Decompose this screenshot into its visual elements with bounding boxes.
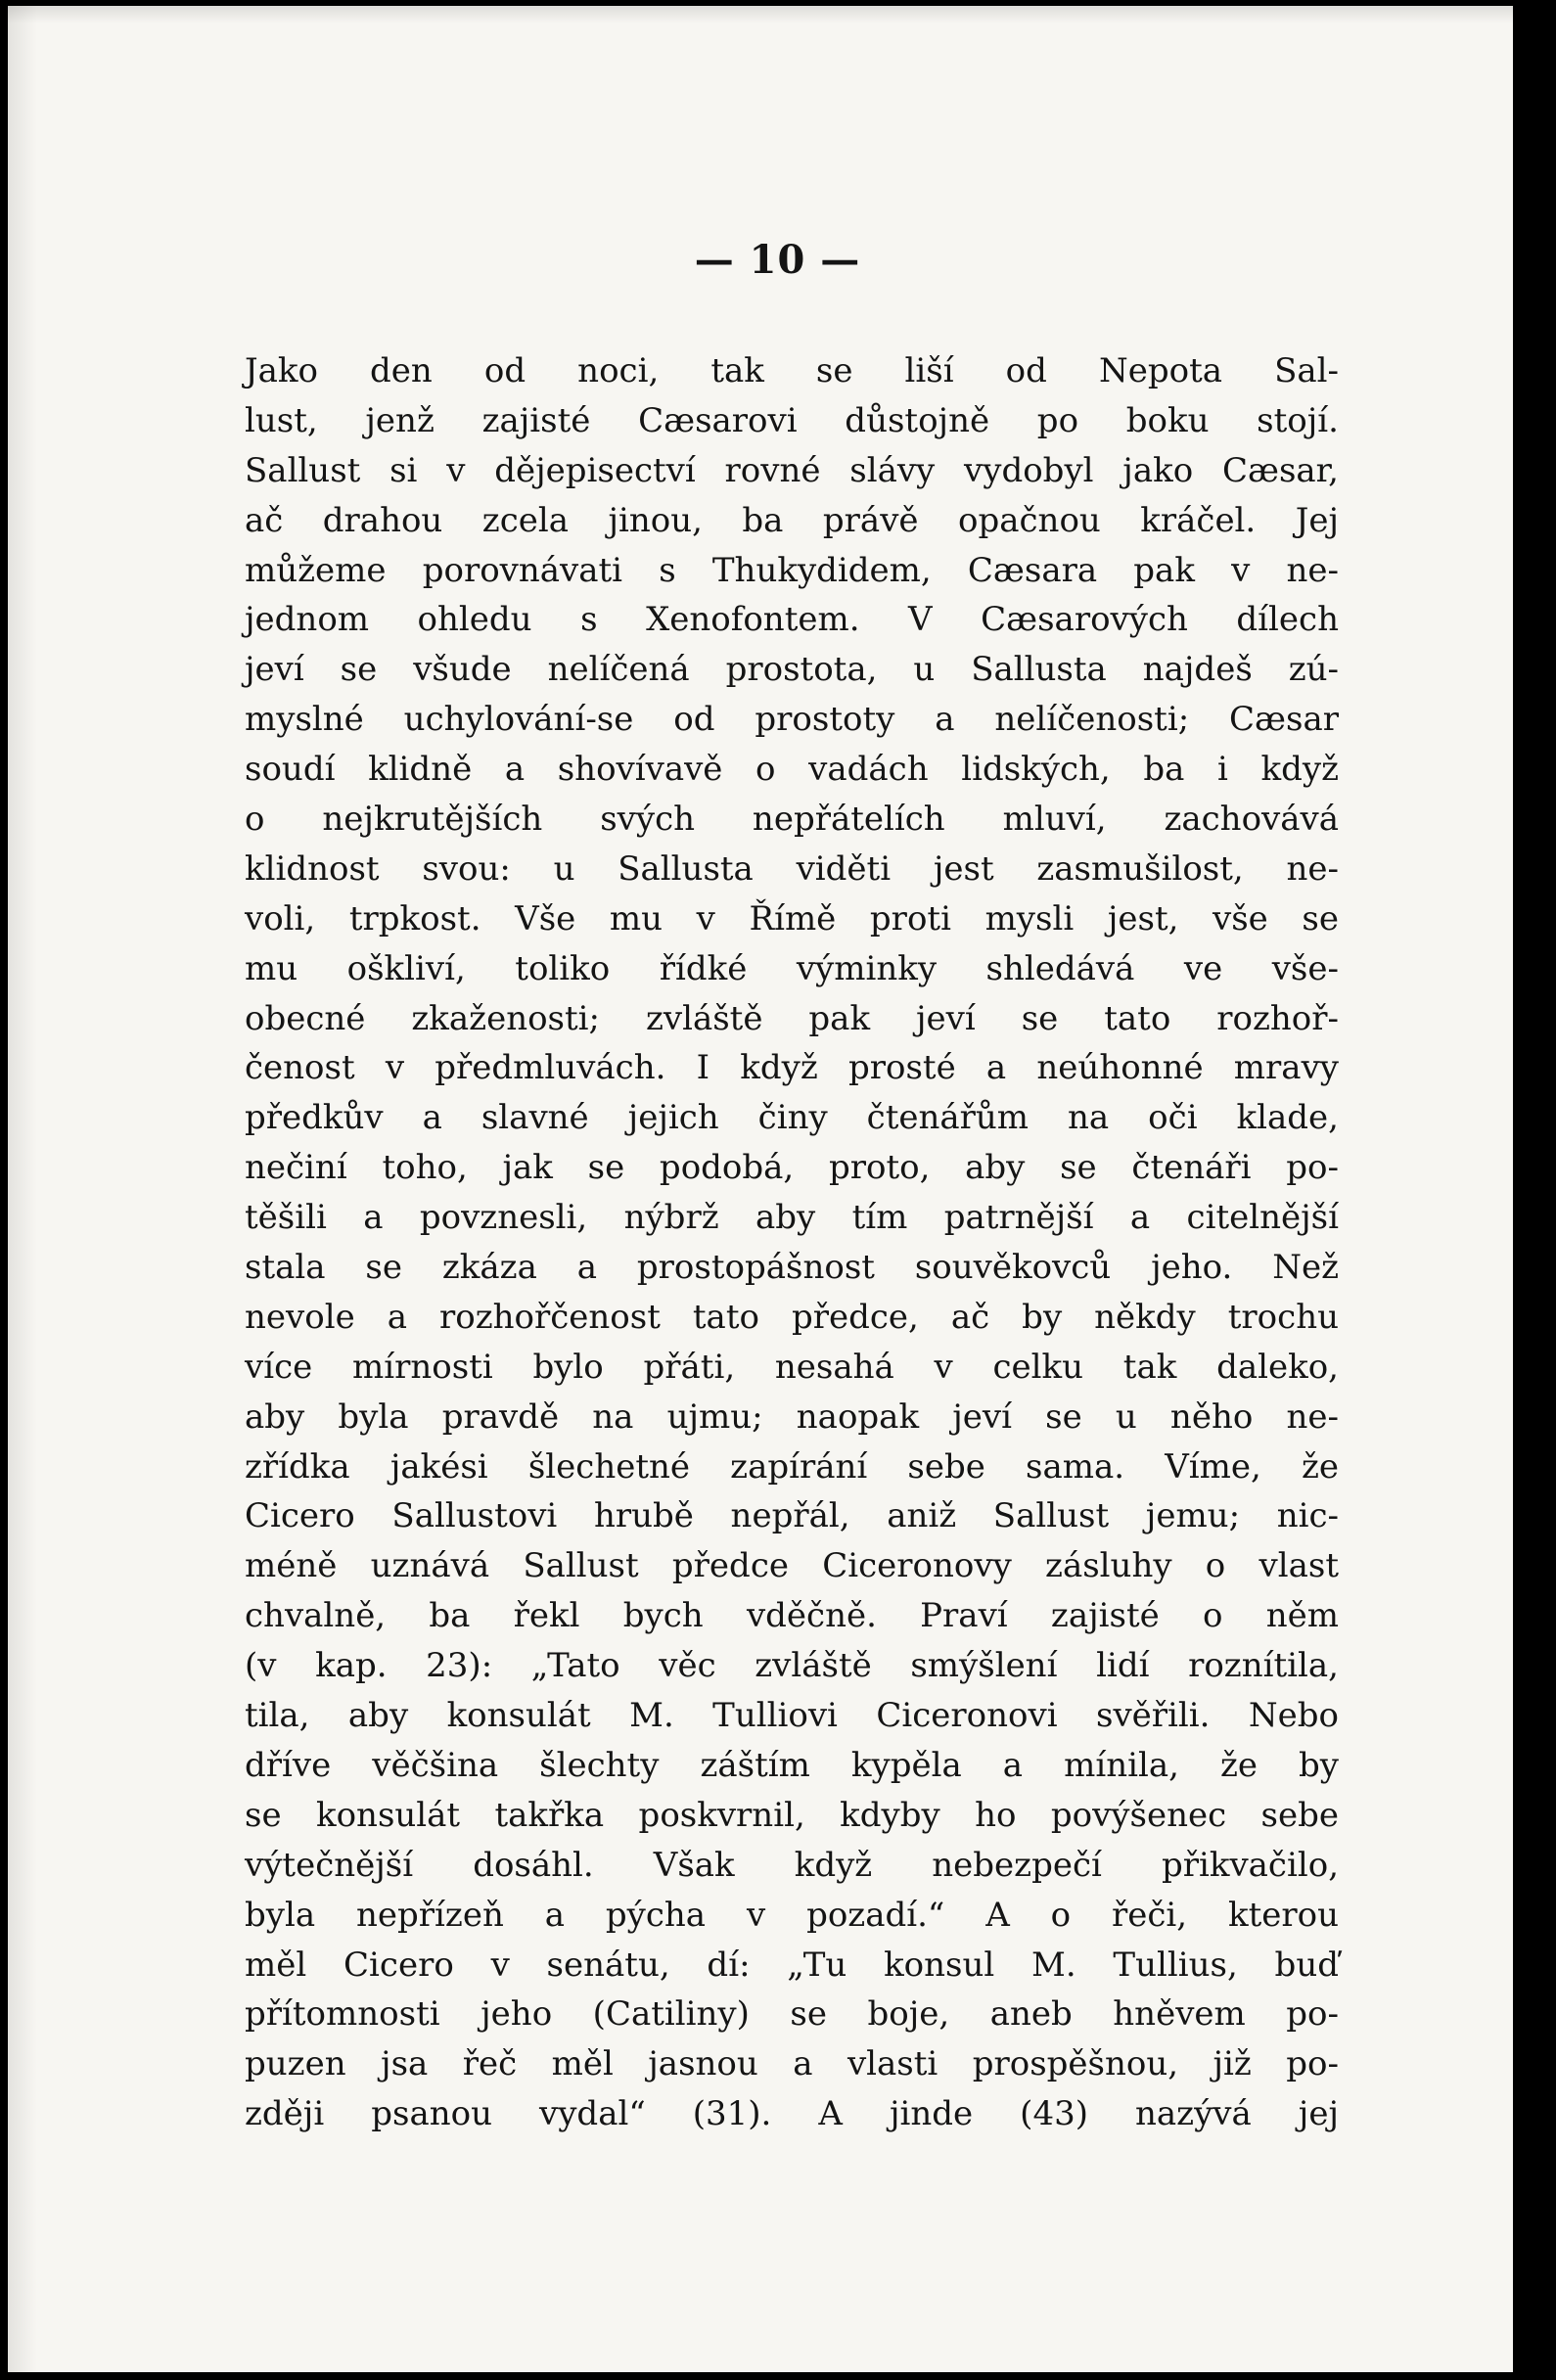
- text-line: těšili a povznesli, nýbrž aby tím patrnější a citelnější: [245, 1198, 1339, 1238]
- text-line: výtečnější dosáhl. Však když nebezpečí přikvačilo,: [245, 1845, 1339, 1885]
- text-line: chvalně, ba řekl bych vděčně. Praví zajisté o něm: [245, 1596, 1339, 1636]
- text-line: tila, aby konsulát M. Tulliovi Ciceronovi svěřili. Nebo: [245, 1696, 1339, 1736]
- text-line: jednom ohledu s Xenofontem. V Cæsarových dílech: [245, 600, 1339, 640]
- text-line: můžeme porovnávati s Thukydidem, Cæsara pak v ne-: [245, 550, 1339, 590]
- text-line: stala se zkáza a prostopášnost souvěkovců jeho. Než: [245, 1248, 1339, 1288]
- text-line: (v kap. 23): „Tato věc zvláště smýšlení lidí roznítila,: [245, 1646, 1339, 1686]
- text-line: ač drahou zcela jinou, ba právě opačnou kráčel. Jej: [245, 500, 1339, 540]
- body-text: [245, 346, 1339, 2139]
- text-line: myslné uchylování-se od prostoty a nelíčenosti; Cæsar: [245, 700, 1339, 740]
- text-line: Sallust si v dějepisectví rovné slávy vydobyl jako Cæsar,: [245, 450, 1339, 490]
- text-line: byla nepřízeň a pýcha v pozadí.“ A o řeči, kterou: [245, 1895, 1339, 1935]
- text-line: puzen jsa řeč měl jasnou a vlasti prospěšnou, již po-: [245, 2044, 1339, 2084]
- text-line: mu oškliví, toliko řídké výminky shledává ve vše-: [245, 948, 1339, 988]
- text-line: se konsulát takřka poskvrnil, kdyby ho povýšenec sebe: [245, 1795, 1339, 1835]
- text-line: nevole a rozhořčenost tato předce, ač by někdy trochu: [245, 1297, 1339, 1337]
- text-line: soudí klidně a shovívavě o vadách lidských, ba i když: [245, 750, 1339, 790]
- text-line: Cicero Sallustovi hrubě nepřál, aniž Sallust jemu; nic-: [245, 1496, 1339, 1536]
- text-line: dříve věčšina šlechty záštím kypěla a mínila, že by: [245, 1745, 1339, 1785]
- text-line: lust, jenž zajisté Cæsarovi důstojně po boku stojí.: [245, 400, 1339, 440]
- text-line: o nejkrutějších svých nepřátelích mluví, zachovává: [245, 800, 1339, 840]
- text-line: přítomnosti jeho (Catiliny) se boje, aneb hněvem po-: [245, 1994, 1339, 2035]
- text-line: Jako den od noci, tak se liší od Nepota Sal-: [245, 351, 1339, 390]
- text-line: zřídka jakési šlechetné zapírání sebe sama. Víme, že: [245, 1446, 1339, 1487]
- text-line: voli, trpkost. Vše mu v Římě proti mysli jest, vše se: [245, 898, 1339, 938]
- scan-shadow-top: [8, 6, 1513, 23]
- book-page: [8, 6, 1513, 2372]
- text-line: předkův a slavné jejich činy čtenářům na oči klade,: [245, 1098, 1339, 1138]
- scan-shadow-left: [8, 6, 37, 2372]
- text-line: jeví se všude nelíčená prostota, u Sallusta najdeš zú-: [245, 650, 1339, 690]
- text-line: měl Cicero v senátu, dí: „Tu konsul M. Tullius, buď: [245, 1945, 1339, 1985]
- text-line: aby byla pravdě na ujmu; naopak jeví se u něho ne-: [245, 1396, 1339, 1437]
- text-line: zději psanou vydal“ (31). A jinde (43) nazývá jej: [245, 2094, 1339, 2134]
- text-line: klidnost svou: u Sallusta viděti jest zasmušilost, ne-: [245, 848, 1339, 889]
- text-line: méně uznává Sallust předce Ciceronovy zásluhy o vlast: [245, 1546, 1339, 1586]
- text-line: více mírnosti bylo přáti, nesahá v celku tak daleko,: [245, 1347, 1339, 1387]
- text-line: obecné zkaženosti; zvláště pak jeví se tato rozhoř-: [245, 998, 1339, 1038]
- text-line: nečiní toho, jak se podobá, proto, aby se čtenáři po-: [245, 1148, 1339, 1188]
- page-number: — 10 —: [694, 237, 861, 283]
- text-line: čenost v předmluvách. I když prosté a neúhonné mravy: [245, 1048, 1339, 1088]
